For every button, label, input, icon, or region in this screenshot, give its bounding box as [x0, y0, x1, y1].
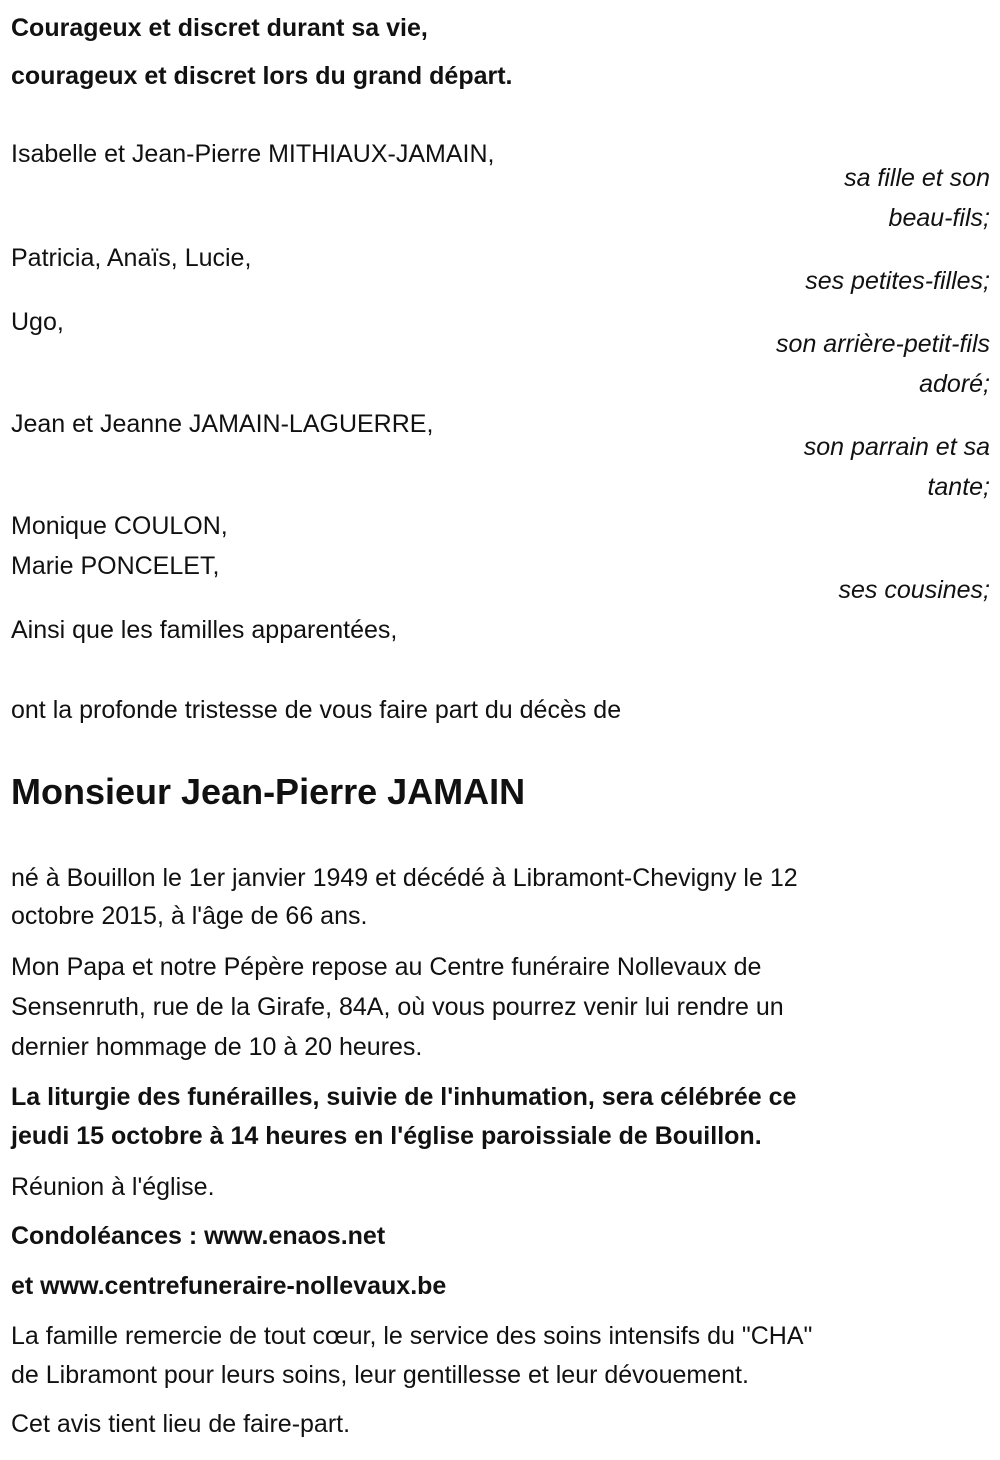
family-names: Ugo, [11, 308, 64, 336]
family-relation: adoré; [919, 370, 990, 398]
announcement-text: ont la profonde tristesse de vous faire part du décès de [11, 696, 622, 724]
family-relation: ses cousines; [838, 576, 990, 604]
others-text: Ainsi que les familles apparentées, [11, 616, 398, 644]
family-names: Monique COULON, [11, 512, 228, 540]
family-names: Jean et Jeanne JAMAIN-LAGUERRE, [11, 410, 434, 438]
family-relation: sa fille et son [844, 164, 990, 192]
condolences-line: et www.centrefuneraire-nollevaux.be [11, 1272, 447, 1300]
epigraph-line-2: courageux et discret lors du grand départ. [11, 62, 513, 90]
rest-line: Sensenruth, rue de la Girafe, 84A, où vous pourrez venir lui rendre un [11, 993, 784, 1021]
liturgy-line: jeudi 15 octobre à 14 heures en l'église paroissiale de Bouillon. [11, 1122, 762, 1150]
thanks-line: de Libramont pour leurs soins, leur gentillesse et leur dévouement. [11, 1361, 749, 1389]
rest-line: dernier hommage de 10 à 20 heures. [11, 1033, 423, 1061]
birth-death-line: octobre 2015, à l'âge de 66 ans. [11, 902, 368, 930]
epigraph-line-1: Courageux et discret durant sa vie, [11, 14, 428, 42]
family-relation: ses petites-filles; [805, 267, 990, 295]
family-names: Marie PONCELET, [11, 552, 220, 580]
liturgy-line: La liturgie des funérailles, suivie de l'inhumation, sera célébrée ce [11, 1083, 797, 1111]
family-relation: beau-fils; [888, 204, 990, 232]
birth-death-line: né à Bouillon le 1er janvier 1949 et décédé à Libramont-Chevigny le 12 [11, 864, 798, 892]
family-relation: son arrière-petit-fils [776, 330, 990, 358]
meeting-text: Réunion à l'église. [11, 1173, 215, 1201]
family-relation: tante; [927, 473, 990, 501]
closing-text: Cet avis tient lieu de faire-part. [11, 1410, 351, 1438]
deceased-name: Monsieur Jean-Pierre JAMAIN [11, 771, 526, 812]
thanks-line: La famille remercie de tout cœur, le service des soins intensifs du "CHA" [11, 1322, 813, 1350]
family-names: Isabelle et Jean-Pierre MITHIAUX-JAMAIN, [11, 140, 495, 168]
condolences-line: Condoléances : www.enaos.net [11, 1222, 386, 1250]
family-relation: son parrain et sa [803, 433, 990, 461]
family-names: Patricia, Anaïs, Lucie, [11, 244, 252, 272]
rest-line: Mon Papa et notre Pépère repose au Centre funéraire Nollevaux de [11, 953, 762, 981]
